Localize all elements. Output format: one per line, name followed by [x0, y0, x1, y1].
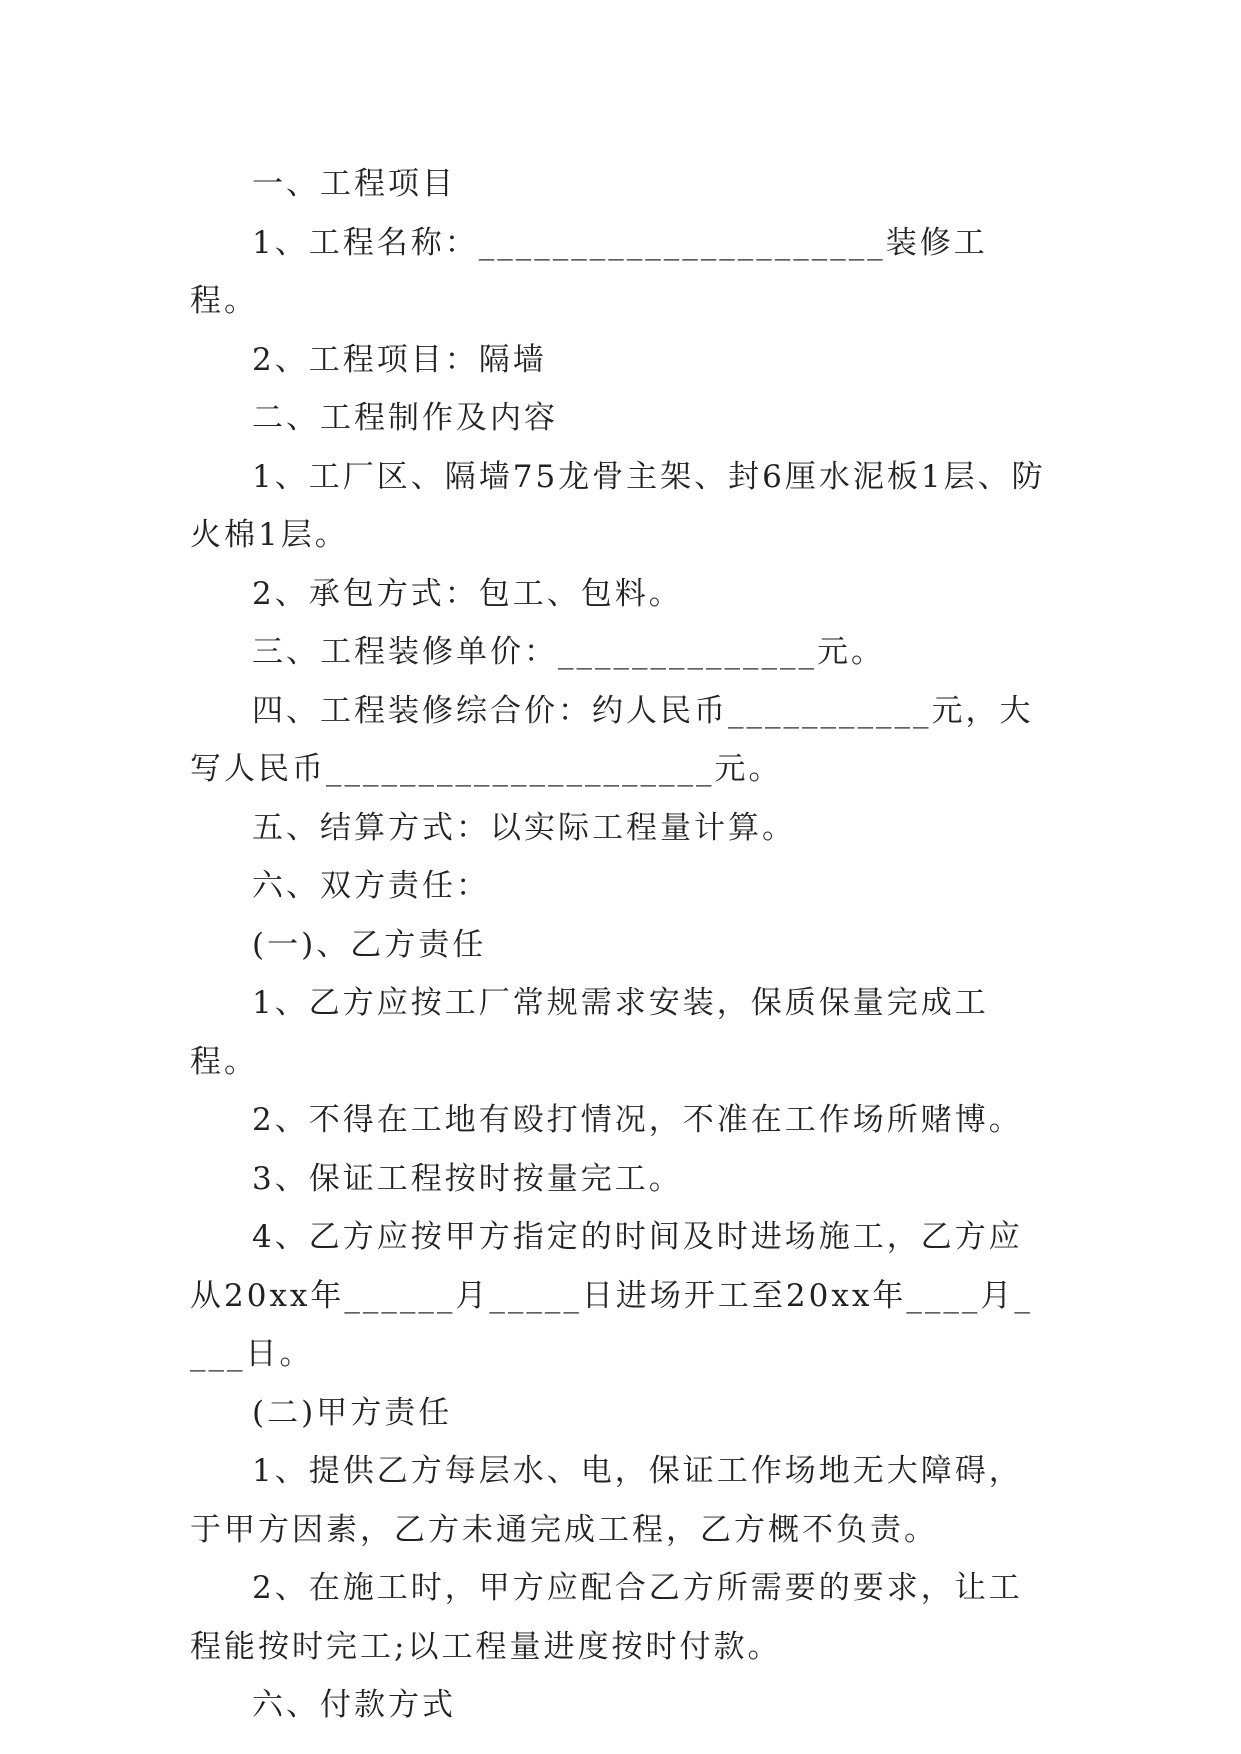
- section-heading-unit-price: 三、工程装修单价：______________元。: [252, 634, 885, 670]
- document-body: [190, 155, 1050, 1735]
- project-item: 2、工程项目：隔墙: [252, 341, 547, 378]
- section-heading-payment: 六、付款方式: [252, 1687, 456, 1723]
- subheading-party-a: (二)甲方责任: [252, 1394, 453, 1431]
- section-heading-project: 一、工程项目: [252, 166, 456, 202]
- party-b-item-3: 3、保证工程按时按量完工。: [252, 1160, 683, 1197]
- party-b-item-1: 1、乙方应按工厂常规需求安装，保质保量完成工程。: [190, 985, 989, 1080]
- party-b-item-2: 2、不得在工地有殴打情况，不准在工作场所赌博。: [252, 1102, 1023, 1138]
- section-heading-responsibilities: 六、双方责任：: [252, 868, 490, 904]
- section-heading-total-price: 四、工程装修综合价：约人民币___________元，大写人民币_____________________元。: [190, 692, 1034, 787]
- section-heading-settlement: 五、结算方式：以实际工程量计算。: [252, 809, 796, 846]
- party-b-item-4: 4、乙方应按甲方指定的时间及时进场施工，乙方应从20xx年______月_____日进场开工至20xx年____月____日。: [190, 1219, 1033, 1372]
- section-heading-content: 二、工程制作及内容: [252, 400, 558, 436]
- party-a-item-2: 2、在施工时，甲方应配合乙方所需要的要求，让工程能按时完工;以工程量进度按时付款。: [190, 1570, 1023, 1665]
- content-item-1: 1、工厂区、隔墙75龙骨主架、封6厘水泥板1层、防火棉1层。: [190, 458, 1046, 553]
- contract-method-item: 2、承包方式：包工、包料。: [252, 575, 683, 612]
- subheading-party-b: (一)、乙方责任: [252, 926, 487, 963]
- party-a-item-1: 1、提供乙方每层水、电，保证工作场地无大障碍，于甲方因素，乙方未通完成工程，乙方概不负责。: [190, 1453, 1023, 1548]
- project-name-item: 1、工程名称：______________________装修工程。: [190, 224, 988, 319]
